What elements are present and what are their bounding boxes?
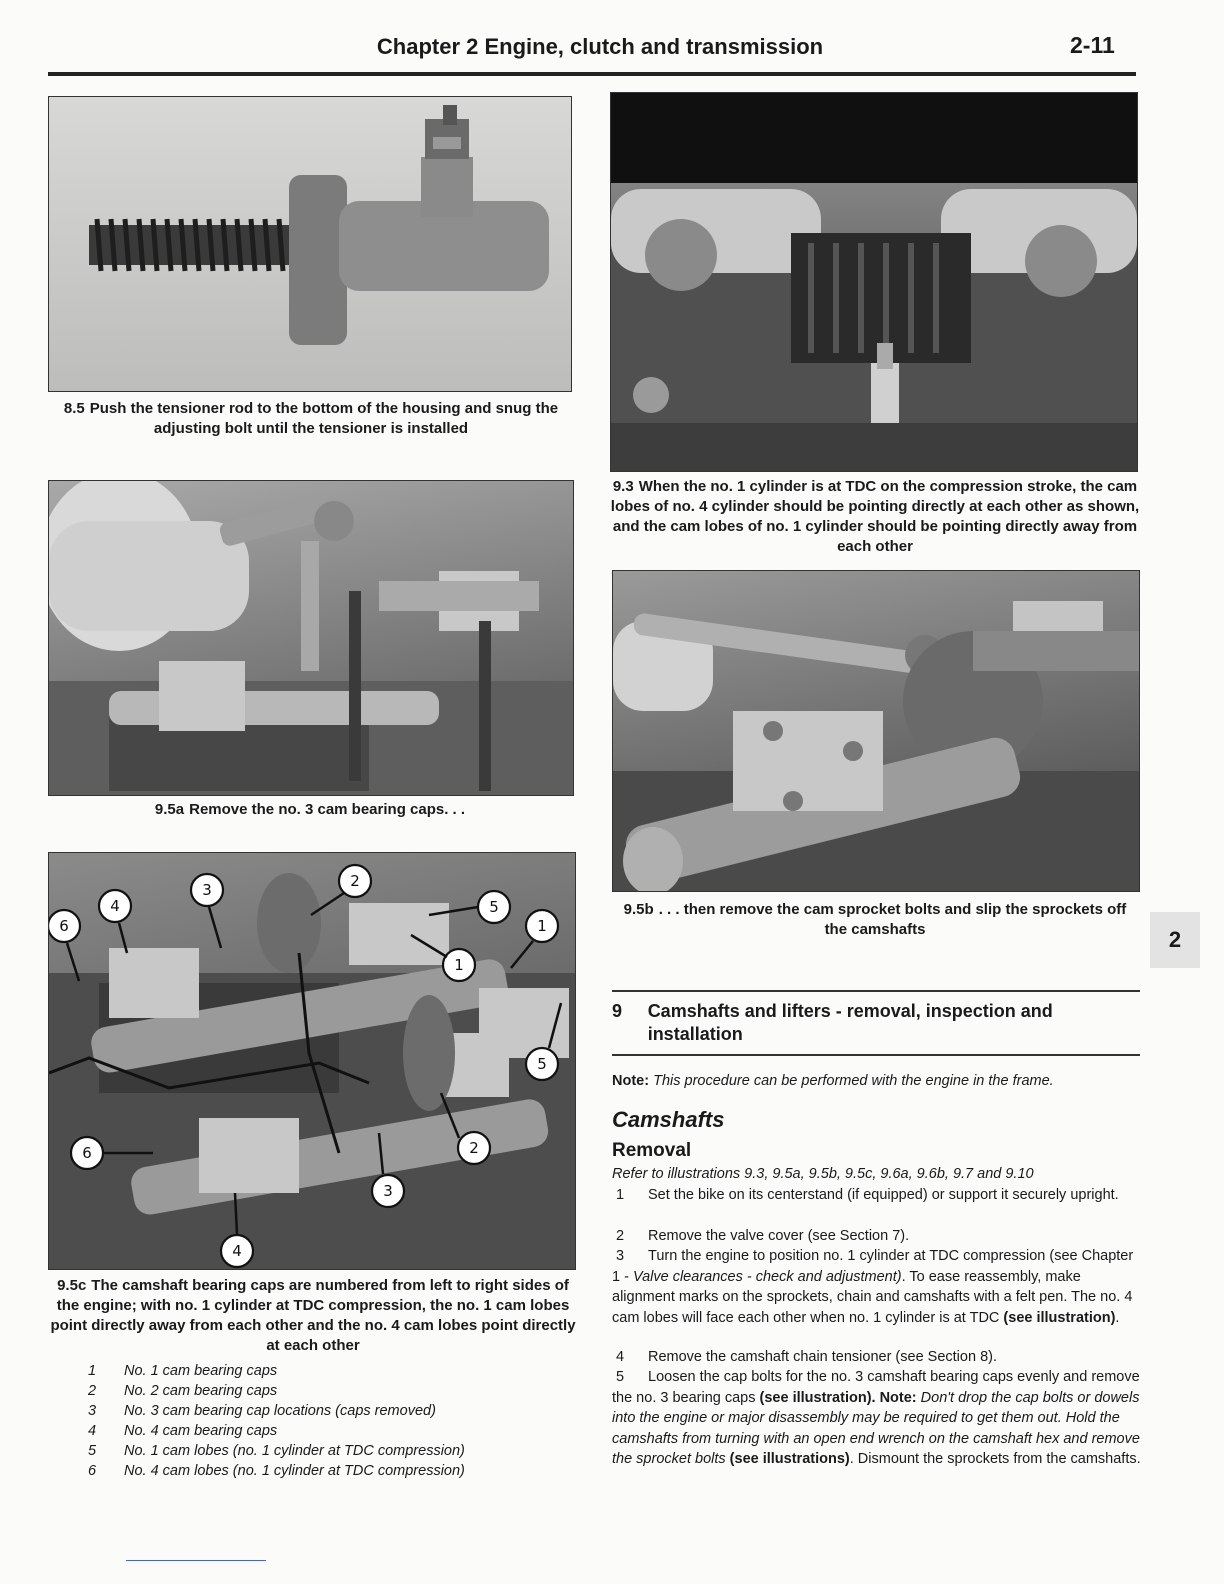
callout-legend: [88, 1361, 568, 1481]
note: Note: This procedure can be performed with the engine in the frame.: [612, 1073, 1054, 1089]
legend-text: No. 2 cam bearing caps: [124, 1383, 278, 1399]
subheading-removal: Removal: [612, 1140, 692, 1161]
callout-3: 3: [202, 881, 212, 899]
callout-4: 4: [110, 897, 120, 915]
step-number: 3: [616, 1248, 625, 1264]
header-rule: [48, 72, 1136, 76]
step-1: [612, 1185, 1142, 1206]
legend-number: 4: [88, 1423, 97, 1439]
caption-id: 9.3: [612, 478, 634, 495]
step-number: 2: [616, 1228, 625, 1244]
legend-number: 5: [88, 1443, 97, 1459]
photo-camshaft-bearing-caps: [48, 852, 576, 1270]
note-text: This procedure can be performed with the engine in the frame.: [653, 1073, 1054, 1089]
legend-text: No. 1 cam bearing caps: [124, 1363, 278, 1379]
legend-text: No. 4 cam bearing caps: [124, 1423, 278, 1439]
caption-8-5: [48, 399, 574, 439]
step-text: .: [1115, 1309, 1120, 1326]
step-2: [612, 1226, 1142, 1247]
chapter-tab-marker: 2: [1150, 912, 1200, 968]
callout-2: 2: [350, 872, 360, 890]
caption-9-5a: [48, 800, 572, 820]
legend-number: 3: [88, 1403, 97, 1419]
photo-cam-caps-removal: [48, 480, 574, 796]
photo-sprocket-bolts: [612, 570, 1140, 892]
callout-6: 6: [82, 1144, 92, 1162]
caption-text: Push the tensioner rod to the bottom of the housing and snug the adjusting bolt until the tensioner is installed: [89, 400, 559, 437]
step-text-bold: (see illustrations): [729, 1451, 850, 1467]
caption-text: The camshaft bearing caps are numbered from left to right sides of the engine; with no. 1 cylinder at TDC compression, the no. 1 cam lobes point directly away from each other and the no. 4 cam lobes point directly at each other: [50, 1277, 576, 1354]
caption-9-5c: [48, 1276, 578, 1356]
step-text-italic: Don't drop the cap bolts or dowels into the engine or major disassembly may be required to get them out. Hold the camshafts from turning with an open end wrench on the camshaft hex and remove the sprocket bolts: [612, 1389, 1140, 1467]
callout-4: 4: [232, 1242, 242, 1260]
step-text-bold: (see illustration). Note:: [759, 1389, 917, 1406]
illustration-reference: Refer to illustrations 9.3, 9.5a, 9.5b, 9.5c, 9.6a, 9.6b, 9.7 and 9.10: [612, 1166, 1034, 1182]
section-rule-top: [612, 990, 1140, 992]
callout-5: 5: [489, 898, 499, 916]
step-text: Loosen the cap bolts for the no. 3 camshaft bearing caps evenly and remove the no. 3 bearing caps: [612, 1369, 1140, 1406]
step-text: Set the bike on its centerstand (if equipped) or support it securely upright.: [648, 1187, 1119, 1203]
footer-link-underline: [126, 1560, 266, 1561]
legend-number: 1: [88, 1363, 97, 1379]
photo-tensioner: [48, 96, 572, 392]
legend-item: [88, 1361, 568, 1381]
legend-item: [88, 1441, 568, 1461]
legend-text: No. 3 cam bearing cap locations (caps removed): [124, 1403, 436, 1419]
caption-id: 9.5a: [154, 801, 185, 818]
caption-9-5b: [612, 900, 1138, 940]
step-4: [612, 1347, 1142, 1368]
legend-number: 2: [88, 1383, 97, 1399]
step-text: Turn the engine to position no. 1 cylinder at TDC compression (see Chapter 1 -: [612, 1248, 1134, 1285]
step-text-italic: Valve clearances - check and adjustment): [632, 1268, 902, 1285]
caption-text: Remove the no. 3 cam bearing caps. . .: [189, 801, 466, 818]
step-3: [612, 1246, 1142, 1328]
caption-9-3: [610, 477, 1140, 557]
chapter-title: Chapter 2 Engine, clutch and transmission: [376, 34, 824, 59]
callout-1: 1: [454, 956, 464, 974]
callout-5: 5: [537, 1055, 547, 1073]
callout-1: 1: [537, 917, 547, 935]
caption-id: 9.5b: [623, 901, 654, 918]
caption-id: 8.5: [63, 400, 85, 417]
legend-number: 6: [88, 1463, 97, 1479]
step-text: Remove the valve cover (see Section 7).: [648, 1228, 910, 1244]
section-rule-bottom: [612, 1054, 1140, 1056]
page-number: 2-11: [1070, 32, 1115, 58]
photo-cam-lobes-tdc: [610, 92, 1138, 472]
section-title: Camshafts and lifters - removal, inspection and installation: [647, 1001, 1053, 1044]
step-text: Remove the camshaft chain tensioner (see Section 8).: [648, 1349, 997, 1365]
section-number: 9: [612, 1001, 623, 1021]
legend-item: [88, 1401, 568, 1421]
callout-2: 2: [469, 1139, 479, 1157]
callout-3: 3: [383, 1182, 393, 1200]
caption-text: . . . then remove the cam sprocket bolts and slip the sprockets off the camshafts: [658, 901, 1127, 938]
section-heading: [612, 1000, 1122, 1046]
step-number: 5: [616, 1369, 625, 1385]
legend-item: [88, 1381, 568, 1401]
step-number: 4: [616, 1349, 625, 1365]
legend-item: [88, 1421, 568, 1441]
step-number: 1: [616, 1187, 625, 1203]
legend-text: No. 1 cam lobes (no. 1 cylinder at TDC compression): [124, 1443, 465, 1459]
step-5: [612, 1367, 1142, 1470]
callout-6: 6: [59, 917, 69, 935]
note-label: Note: [612, 1073, 645, 1089]
legend-text: No. 4 cam lobes (no. 1 cylinder at TDC compression): [124, 1463, 465, 1479]
caption-id: 9.5c: [57, 1277, 87, 1294]
step-text: . Dismount the sprockets from the camshafts.: [849, 1451, 1141, 1467]
subheading-camshafts: Camshafts: [612, 1107, 725, 1132]
step-text: . To ease reassembly, make alignment marks on the sprockets, chain and camshafts with a felt pen. The no. 4 cam lobes will face each other when no. 1 cylinder is at TDC: [612, 1268, 1133, 1326]
legend-item: [88, 1461, 568, 1481]
caption-text: When the no. 1 cylinder is at TDC on the compression stroke, the cam lobes of no. 4 cylinder should be pointing directly at each other as shown, and the cam lobes of no. 1 cylinder should be pointing directly away from each other: [610, 478, 1140, 555]
step-text-bold: (see illustration): [1003, 1309, 1116, 1326]
